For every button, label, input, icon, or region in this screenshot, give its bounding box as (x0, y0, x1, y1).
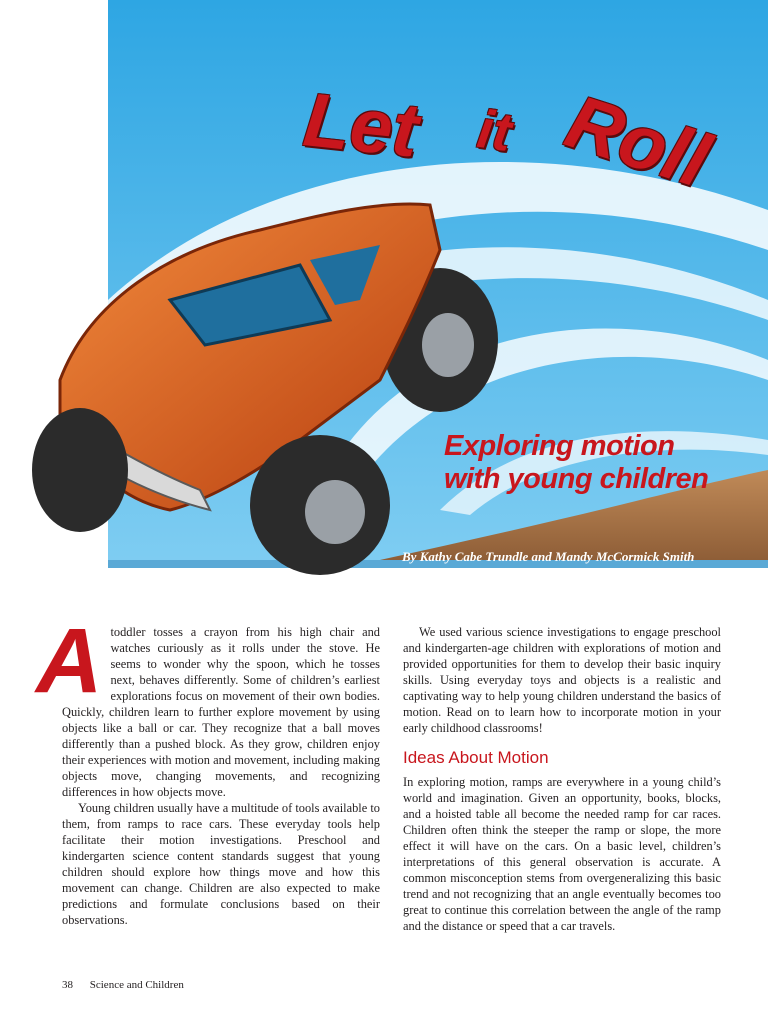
subtitle-line: Exploring motion (444, 430, 675, 462)
front-tire-left (32, 408, 128, 532)
title-word-let: Let (299, 77, 423, 174)
section-heading: Ideas About Motion (403, 748, 549, 767)
article-title (300, 60, 760, 260)
intro-paragraph (36, 610, 380, 800)
right-column (403, 624, 721, 934)
front-tire-rim (305, 480, 365, 544)
left-column (36, 610, 380, 928)
drop-cap: A (36, 610, 103, 712)
body-paragraph: We used various science investigations to engage preschool and kindergarten-age children with explorations of motion and provided opportunities for them to develop their basic inquiry skills. Using everyday toys and objects is a realistic and captivating way to help young children understand the basics of motion. Read on to learn how to incorporate motion in your early childhood classrooms! (403, 625, 721, 735)
title-word-it: it (473, 98, 516, 164)
body-paragraph: In exploring motion, ramps are everywhere in a young child’s world and imagination. Given an opportunity, books, blocks, and a hoisted table all become the needed ramp for car races. Children often think the steeper the ramp or slope, the more effect it will have on the cars. On a basic level, children’s interpretations of this general observation is accurate. A common misconception stems from overgeneralizing this basic trend and not recognizing that an angle eventually becomes too great to continue this correlation between the angle of the ramp and the distance or speed that a car travels. (403, 775, 721, 933)
subtitle-line: with young children (444, 463, 709, 495)
byline: By Kathy Cabe Trundle and Mandy McCormick Smith (402, 549, 695, 564)
publication-name: Science and Children (89, 979, 184, 991)
page-number: 38 (62, 979, 73, 991)
body-paragraph: Young children usually have a multitude of tools available to them, from ramps to race cars. These everyday tools help facilitate their motion investigations. Preschool and kindergarten science content standards suggest that young children should explore how things move and how this movement can change. Children are also expected to make predictions and formulate conclusions based on their observations. (62, 801, 380, 927)
title-word-roll: Roll (556, 78, 720, 205)
intro-text: toddler tosses a crayon from his high chair and watches curiously as it rolls under the stove. He seems to wonder why the spoon, which he tosses next, behaves differently. Some of children’s earliest explorations focus on movement of their own bodies. Quickly, children learn to further explore movement by using objects like a ball or car. They recognize that a ball moves differently than a pushed block. As they grow, children enjoy their experiences with motion and movement, including making objects move, changing movements, and recognizing differences in how objects move. (62, 625, 380, 799)
article-subtitle (444, 430, 764, 496)
rear-tire-rim (422, 313, 474, 377)
page-footer (62, 979, 198, 991)
